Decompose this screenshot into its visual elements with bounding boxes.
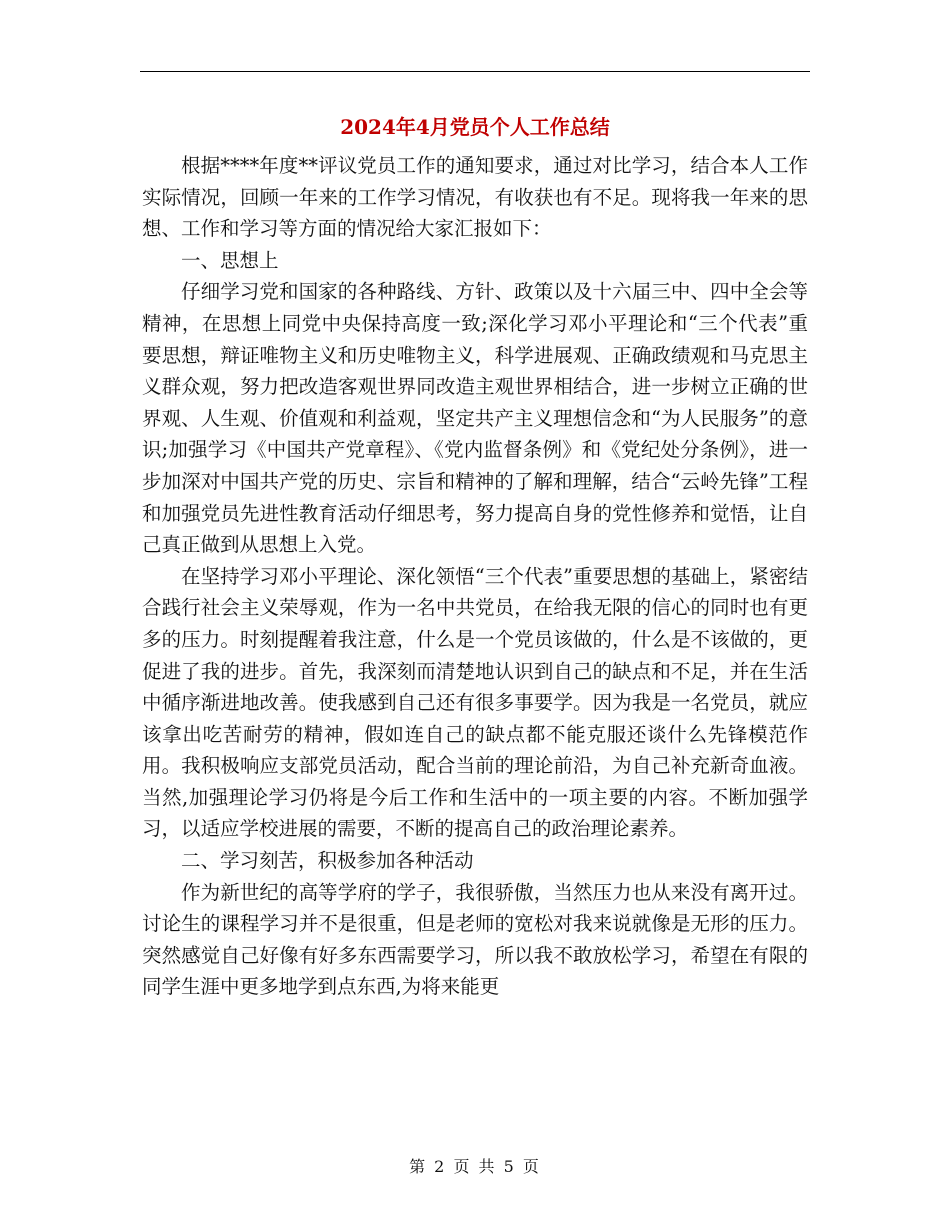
header-rule (140, 71, 810, 72)
section-heading-study: 二、学习刻苦，积极参加各种活动 (181, 849, 474, 873)
paragraph-study: 作为新世纪的高等学府的学子，我很骄傲，当然压力也从来没有离开过。讨论生的课程学习并不是很重，但是老师的宽松对我来说就像是无形的压力。突然感觉自己好像有好多东西需要学习，所以我不敢放松学习，希望在有限的同学生涯中更多地学到点东西,为将来能更 (142, 880, 808, 999)
page-footer: 第 2 页 共 5 页 (409, 1157, 541, 1176)
paragraph-thought-practice: 在坚持学习邓小平理论、深化领悟“三个代表”重要思想的基础上，紧密结合践行社会主义荣辱观，作为一名中共党员，在给我无限的信心的同时也有更多的压力。时刻提醒着我注意，什么是一个党员该做的，什么是不该做的，更促进了我的进步。首先，我深刻而清楚地认识到自己的缺点和不足，并在生活中循序渐进地改善。使我感到自己还有很多事要学。因为我是一名党员，就应该拿出吃苦耐劳的精神，假如连自己的缺点都不能克服还谈什么先锋模范作用。我积极响应支部党员活动，配合当前的理论前沿，为自己补充新奇血液。当然,加强理论学习仍将是今后工作和生活中的一项主要的内容。不断加强学习，以适应学校进展的需要，不断的提高自己的政治理论素养。 (142, 564, 808, 841)
section-heading-thought: 一、思想上 (181, 248, 279, 272)
document-title: 2024年4月党员个人工作总结 (340, 115, 610, 139)
paragraph-intro: 根据****年度**评议党员工作的通知要求，通过对比学习，结合本人工作实际情况，回顾一年来的工作学习情况，有收获也有不足。现将我一年来的思想、工作和学习等方面的情况给大家汇报如下： (142, 154, 808, 241)
document-body (142, 150, 808, 1003)
paragraph-thought-study: 仔细学习党和国家的各种路线、方针、政策以及十六届三中、四中全会等精神，在思想上同党中央保持高度一致;深化学习邓小平理论和“三个代表”重要思想，辩证唯物主义和历史唯物主义，科学进展观、正确政绩观和马克思主义群众观，努力把改造客观世界同改造主观世界相结合，进一步树立正确的世界观、人生观、价值观和利益观，坚定共产主义理想信念和“为人民服务”的意识;加强学习《中国共产党章程》、《党内监督条例》和《党纪处分条例》，进一步加深对中国共产党的历史、宗旨和精神的了解和理解，结合“云岭先锋”工程和加强党员先进性教育活动仔细思考，努力提高自身的党性修养和觉悟，让自己真正做到从思想上入党。 (142, 280, 808, 557)
